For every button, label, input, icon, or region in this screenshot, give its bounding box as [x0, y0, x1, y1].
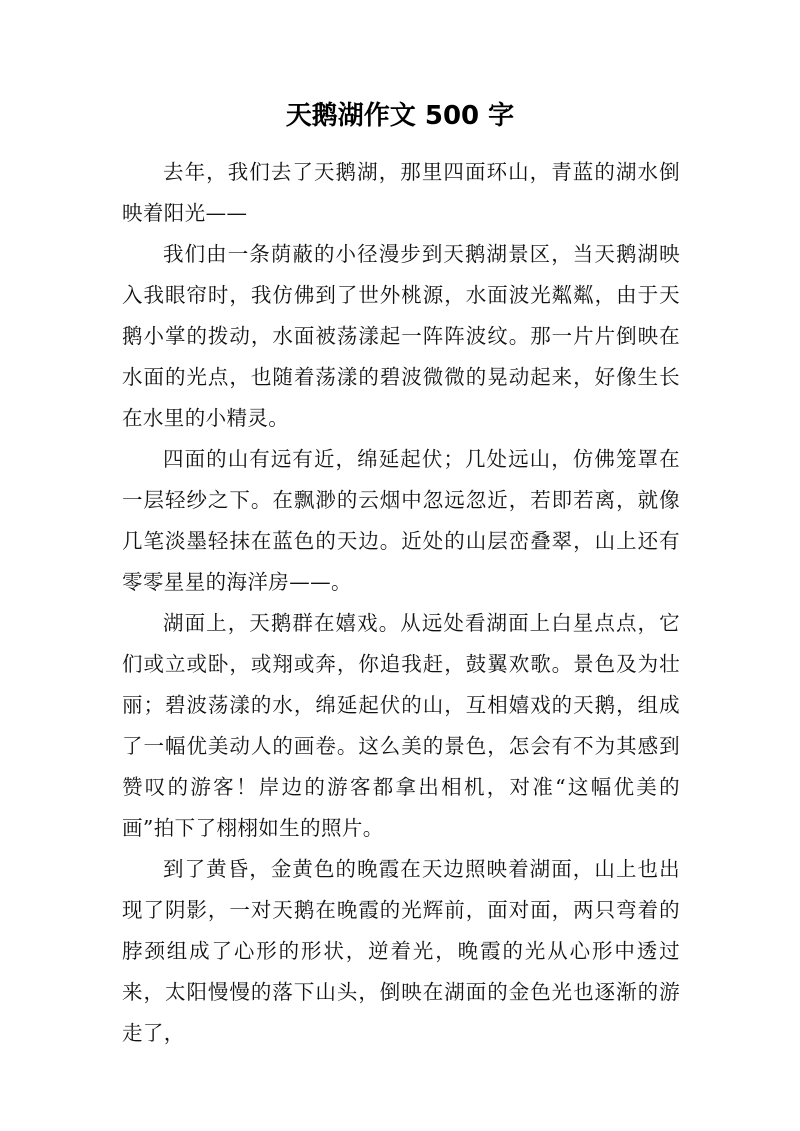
page-title: 天鹅湖作文 500 字 [285, 101, 515, 131]
paragraph-1: 去年，我们去了天鹅湖，那里四面环山，青蓝的湖水倒映着阳光—— [122, 160, 680, 225]
paragraph-2: 我们由一条荫蔽的小径漫步到天鹅湖景区，当天鹅湖映入我眼帘时，我仿佛到了世外桃源，水面波光粼粼，由于天鹅小掌的拨动，水面被荡漾起一阵阵波纹。那一片片倒映在水面的光点，也随着荡漾的碧波微微的晃动起来，好像生长在水里的小精灵。 [122, 242, 680, 430]
paragraph-4: 湖面上，天鹅群在嬉戏。从远处看湖面上白星点点，它们或立或卧，或翔或奔，你追我赶，鼓翼欢歌。景色及为壮丽；碧波荡漾的水，绵延起伏的山，互相嬉戏的天鹅，组成了一幅优美动人的画卷。这么美的景色，怎会有不为其感到赞叹的游客！岸边的游客都拿出相机，对准“这幅优美的画”拍下了栩栩如生的照片。 [122, 611, 680, 840]
paragraph-3: 四面的山有远有近，绵延起伏；几处远山，仿佛笼罩在一层轻纱之下。在飘渺的云烟中忽远忽近，若即若离，就像几笔淡墨轻抹在蓝色的天边。近处的山层峦叠翠，山上还有零零星星的海洋房——。 [122, 447, 680, 594]
essay-body [122, 152, 680, 1054]
paragraph-5: 到了黄昏，金黄色的晚霞在天边照映着湖面，山上也出现了阴影，一对天鹅在晚霞的光辉前，面对面，两只弯着的脖颈组成了心形的形状，逆着光，晚霞的光从心形中透过来，太阳慢慢的落下山头，倒映在湖面的金色光也逐渐的游走了， [122, 857, 680, 1045]
